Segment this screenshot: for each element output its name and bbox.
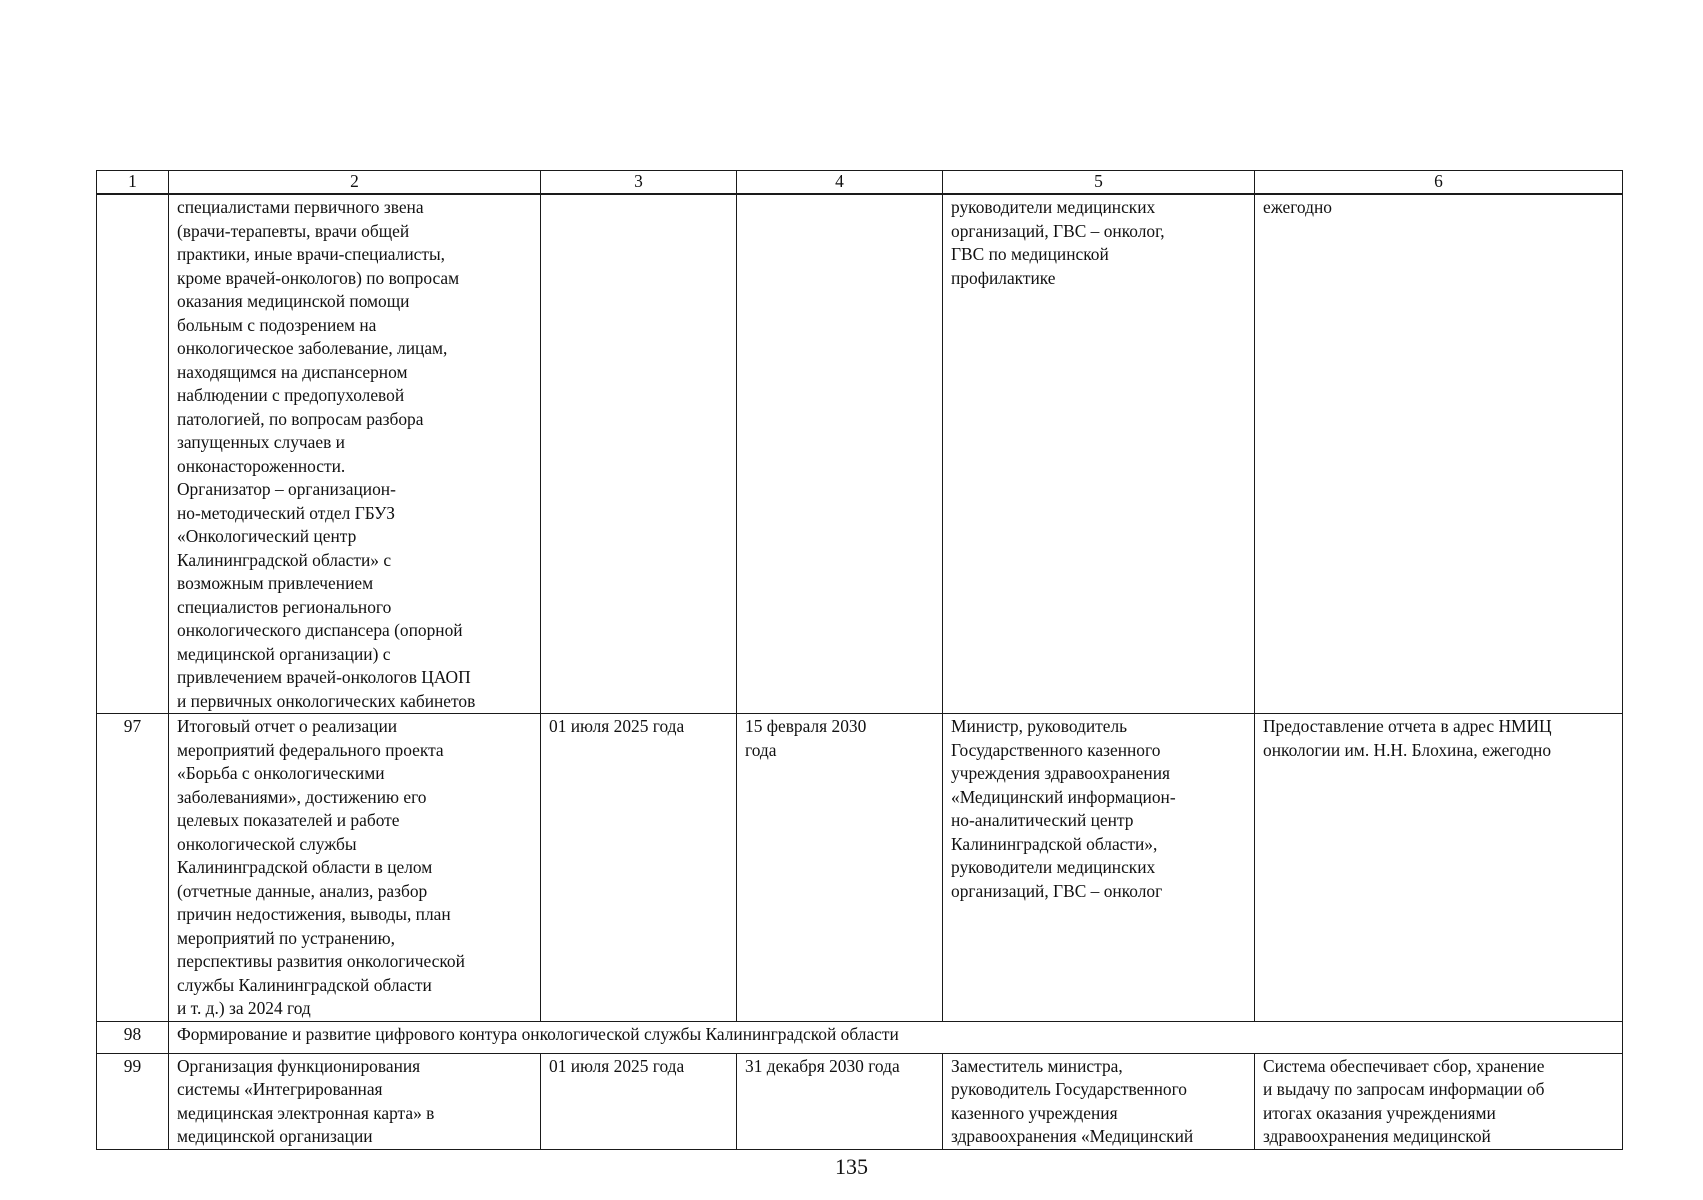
header-col-4: 4 [737, 171, 943, 195]
row-number: 98 [97, 1021, 169, 1053]
responsible [943, 194, 1255, 714]
header-col-1: 1 [97, 171, 169, 195]
table-header-row [97, 171, 1623, 195]
section-row [97, 1021, 1623, 1053]
table-row [97, 194, 1623, 714]
measure-text: Организация функционирования системы «Интегрированная медицинская электронная карта» в медицинской организации [177, 1055, 435, 1146]
header-col-6: 6 [1255, 171, 1623, 195]
page-number: 135 [835, 1154, 868, 1179]
result-text: Система обеспечивает сбор, хранение и выдачу по запросам информации об итогах оказания учреждениями здравоохранения медицинской [1263, 1055, 1545, 1146]
section-title: Формирование и развитие цифрового контура онкологической службы Калининградской области [169, 1021, 1623, 1053]
table-row [97, 714, 1623, 1022]
header-col-3: 3 [541, 171, 737, 195]
row-number [97, 194, 169, 714]
measure-text: Итоговый отчет о реализации мероприятий федерального проекта «Борьба с онкологическими заболеваниями», достижению его целевых показателей и работе онкологической службы Калининградской области в целом (отчетные данные, анализ, разбор причин недостижения, выводы, план мероприятий по устранению, перспективы развития онкологической службы Калининградской области и т. д.) за 2024 год [177, 716, 465, 1018]
measure-description [169, 714, 541, 1022]
header-col-5: 5 [943, 171, 1255, 195]
responsible [943, 1053, 1255, 1149]
end-date-text: 15 февраля 2030 года [745, 716, 867, 760]
measure-description [169, 194, 541, 714]
responsible-text: руководители медицинских организаций, ГВС – онколог, ГВС по медицинской профилактике [951, 197, 1165, 288]
end-date [737, 1053, 943, 1149]
start-date-text: 01 июля 2025 года [549, 1055, 685, 1076]
table-row [97, 1053, 1623, 1149]
end-date [737, 194, 943, 714]
result-text: ежегодно [1263, 197, 1332, 217]
start-date [541, 194, 737, 714]
result [1255, 1053, 1623, 1149]
result-text: Предоставление отчета в адрес НМИЦ онкологии им. Н.Н. Блохина, ежегодно [1263, 716, 1552, 760]
measure-description [169, 1053, 541, 1149]
responsible-text: Заместитель министра, руководитель Государственного казенного учреждения здравоохранения «Медицинский [951, 1055, 1194, 1146]
result [1255, 714, 1623, 1022]
start-date [541, 1053, 737, 1149]
responsible [943, 714, 1255, 1022]
end-date-text: 31 декабря 2030 года [745, 1055, 900, 1076]
start-date-text: 01 июля 2025 года [549, 716, 685, 736]
row-number: 97 [97, 714, 169, 1022]
measure-text: специалистами первичного звена (врачи-терапевты, врачи общей практики, иные врачи-специалисты, кроме врачей-онкологов) по вопросам оказания медицинской помощи больным с подозрением на онкологическое заболевание, лицам, находящимся на диспансерном наблюдении с предопухолевой патологией, по вопросам разбора запущенных случаев и онконастороженности. Организатор – организацион- но-методический отдел ГБУЗ «Онкологический центр Калининградской области» с возможным привлечением специалистов регионального онкологического диспансера (опорной медицинской организации) с привлечением врачей-онкологов ЦАОП и первичных онкологических кабинетов [177, 197, 476, 711]
row-number: 99 [97, 1053, 169, 1149]
start-date [541, 714, 737, 1022]
end-date [737, 714, 943, 1022]
responsible-text: Министр, руководитель Государственного казенного учреждения здравоохранения «Медицинский информацион- но-аналитический центр Калининградской области», руководители медицинских организаций, ГВС – онколог [951, 716, 1176, 901]
result [1255, 194, 1623, 714]
header-col-2: 2 [169, 171, 541, 195]
plan-table [96, 170, 1623, 1150]
